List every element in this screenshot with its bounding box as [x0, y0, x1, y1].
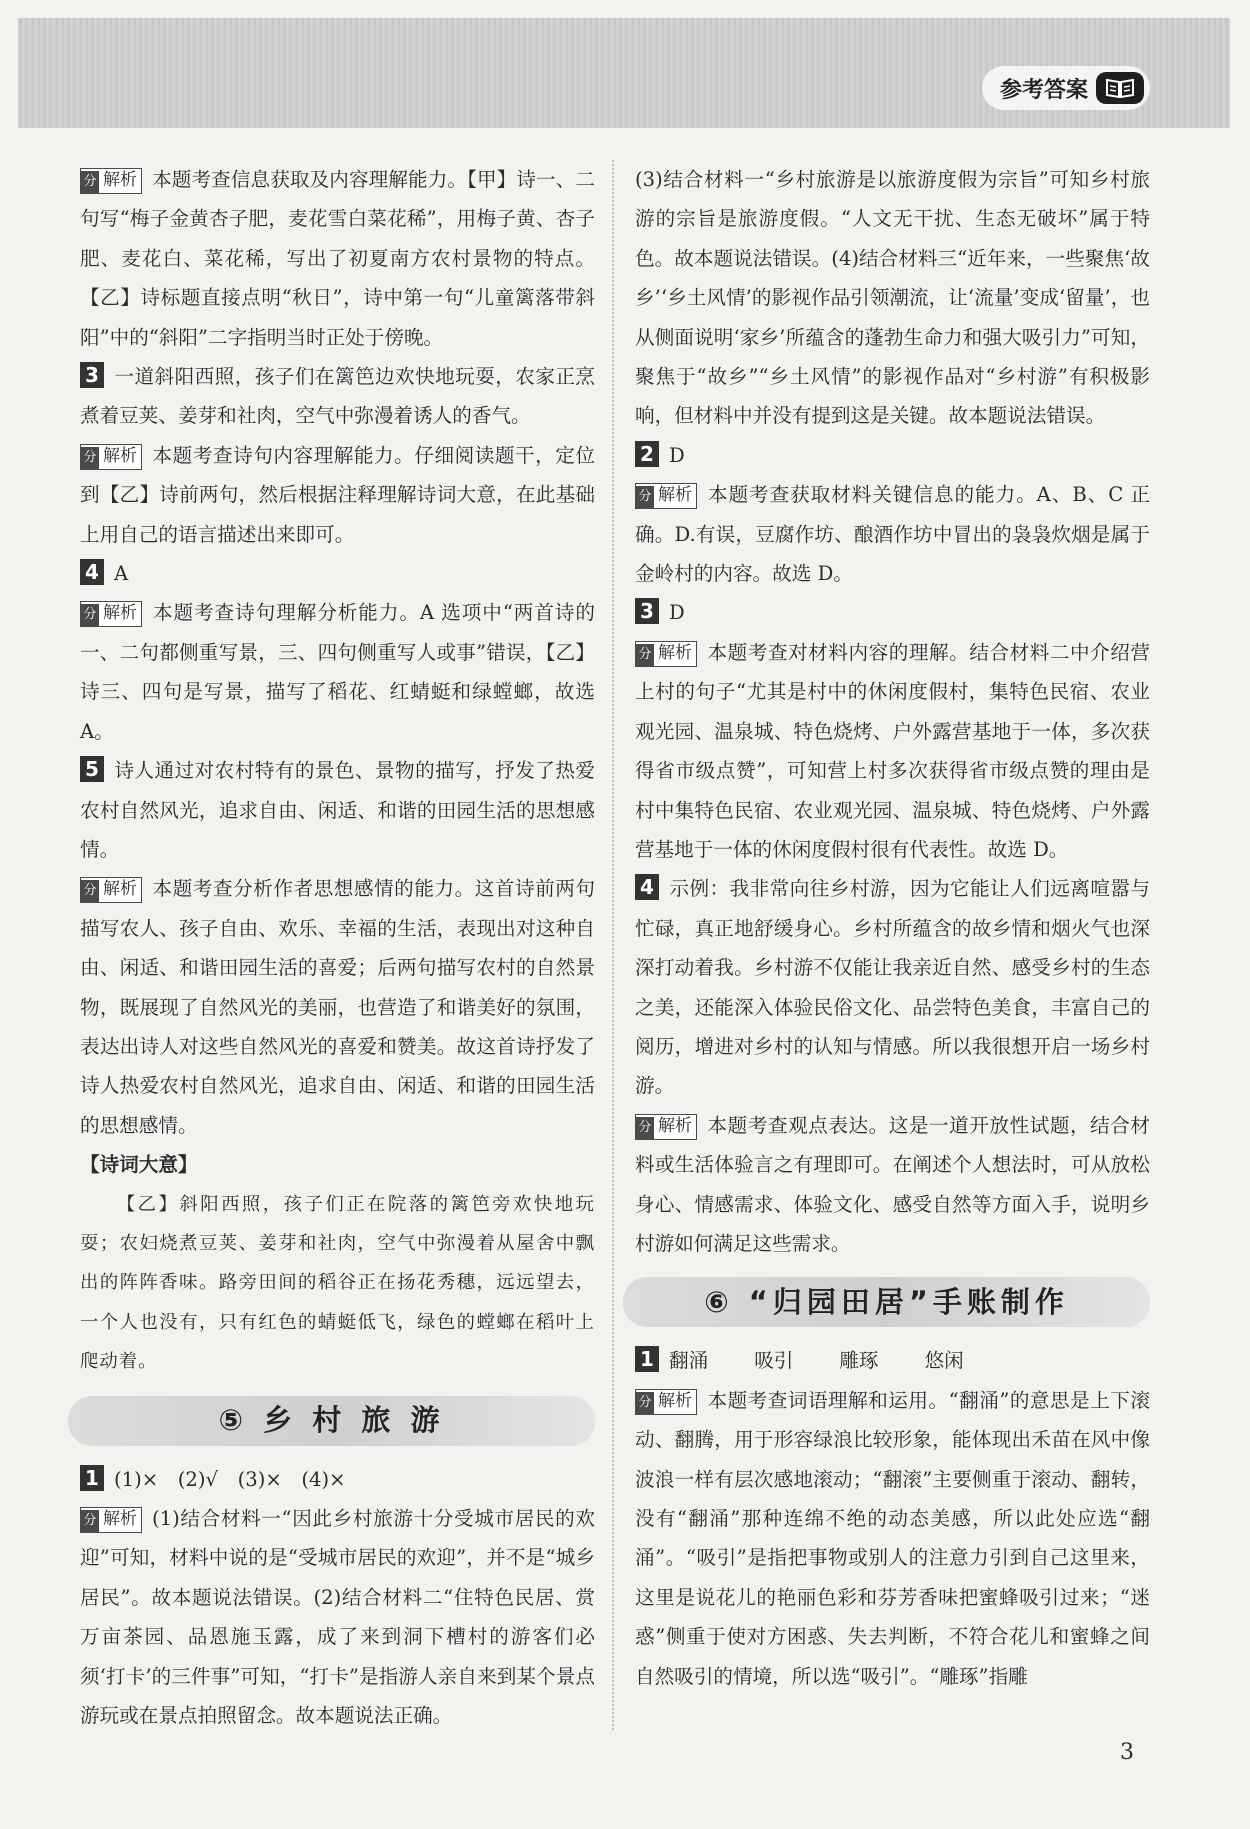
analysis-text: 本题考查获取材料关键信息的能力。A、B、C 正确。D.有误，豆腐作坊、酿酒作坊中冒出的袅袅炊烟是属于金岭村的内容。故选 D。: [635, 483, 1150, 586]
poem-meaning-heading: 【诗词大意】: [80, 1153, 198, 1177]
analysis-text: 本题考查信息获取及内容理解能力。【甲】诗一、二句写“梅子金黄杏子肥，麦花雪白菜花稀”，用梅子黄、杏子肥、麦花白、菜花稀，写出了初夏南方农村景物的特点。【乙】诗标题直接点明“秋日”，诗中第一句“儿童篱落带斜阳”中的“斜阳”二字指明当时正处于傍晚。: [80, 168, 595, 349]
analysis-tag: [635, 1114, 697, 1140]
left-column: [80, 160, 595, 1735]
analysis-label: 解析: [103, 879, 137, 900]
analysis-tag: [635, 641, 697, 667]
answer-word: 雕琢: [839, 1349, 879, 1373]
analysis-tag: [635, 483, 697, 509]
analysis-label: 解析: [658, 642, 692, 663]
analysis-text: 本题考查诗句内容理解能力。仔细阅读题干，定位到【乙】诗前两句，然后根据注释理解诗词大意，在此基础上用自己的语言描述出来即可。: [80, 443, 595, 546]
answer-key-text: 参考答案: [999, 77, 1088, 103]
answer-text: A: [114, 562, 129, 586]
paragraph: [80, 593, 595, 751]
paragraph: [80, 436, 595, 554]
question-number: 4: [80, 559, 104, 585]
analysis-label: 解析: [103, 445, 137, 466]
analysis-text: 本题考查对材料内容的理解。结合材料二中介绍营上村的句子“尤其是村中的休闲度假村，集特色民宿、农业观光园、温泉城、特色烧烤、户外露营基地于一体，多次获得省市级点赞”，可知营上村多次获得省市级点赞的理由是村中集特色民宿、农业观光园、温泉城、特色烧烤、户外露营基地于一体的休闲度假村很有代表性。故选 D。: [635, 640, 1150, 861]
answer-item: [635, 1341, 1150, 1380]
answer-item: [80, 554, 595, 593]
answer-item: [80, 751, 595, 869]
question-number: 1: [80, 1465, 104, 1491]
answer-item: [635, 593, 1150, 632]
analysis-text: 本题考查诗句理解分析能力。A 选项中“两首诗的一、二句都侧重写景，三、四句侧重写人或事”错误，【乙】诗三、四句是写景，描写了稻花、红蜻蜓和绿螳螂，故选 A。: [80, 601, 595, 743]
analysis-text: 本题考查词语理解和运用。“翻涌”的意思是上下滚动、翻腾，用于形容绿浪比较形象，能体现出禾苗在风中像波浪一样有层次感地滚动；“翻滚”主要侧重于滚动、翻转，没有“翻涌”那种连绵不绝的动态美感，所以此处应选“翻涌”。“吸引”是指把事物或别人的注意力引到自己这里来，这里是说花儿的艳丽色彩和芬芳香味把蜜蜂吸引过来；“迷惑”侧重于使对方困惑、失去判断，不符合花儿和蜜蜂之间自然吸引的情境，所以选“吸引”。“雕琢”指雕: [635, 1388, 1150, 1688]
analysis-tag: [635, 1389, 697, 1415]
question-number: 3: [635, 598, 659, 624]
answer-text: 示例：我非常向往乡村游，因为它能让人们远离喧嚣与忙碌，真正地舒缓身心。乡村所蕴含的故乡情和烟火气也深深打动着我。乡村游不仅能让我亲近自然、感受乡村的生态之美，还能深入体验民俗文化、品尝特色美食，丰富自己的阅历，增进对乡村的认知与情感。所以我很想开启一场乡村游。: [635, 877, 1150, 1098]
question-number: 1: [635, 1346, 659, 1372]
analysis-label: 解析: [658, 1390, 692, 1411]
analysis-tag: [80, 877, 142, 903]
answer-item: [635, 869, 1150, 1105]
question-number: 4: [635, 874, 659, 900]
section-banner-5: ⑤ 乡 村 旅 游: [68, 1396, 595, 1446]
column-divider: [612, 160, 614, 1730]
analysis-text: (3)结合材料一“乡村旅游是以旅游度假为宗旨”可知乡村旅游的宗旨是旅游度假。“人文无干扰、生态无破坏”属于特色。故本题说法错误。(4)结合材料三“近年来，一些聚焦‘故乡’‘乡土风情’的影视作品引领潮流，让‘流量’变成‘留量’，也从侧面说明‘家乡’所蕴含的蓬勃生命力和强大吸引力”可知，聚焦于“故乡”“乡土风情”的影视作品对“乡村游”有积极影响，但材料中并没有提到这是关键。故本题说法错误。: [635, 168, 1150, 428]
analysis-icon: 分: [636, 486, 654, 508]
answer-word: 翻涌: [669, 1349, 709, 1373]
answer-word: 吸引: [754, 1349, 794, 1373]
analysis-label: 解析: [103, 170, 137, 190]
analysis-icon: 分: [81, 171, 99, 193]
answer-key-label: [982, 66, 1150, 110]
answer-text: 诗人通过对农村特有的景色、景物的描写，抒发了热爱农村自然风光，追求自由、闲适、和谐的田园生活的思想感情。: [80, 759, 595, 861]
analysis-label: 解析: [103, 1509, 137, 1529]
poem-meaning-text: 【乙】斜阳西照，孩子们正在院落的篱笆旁欢快地玩耍；农妇烧煮豆荚、姜芽和社肉，空气中弥漫着从屋舍中飘出的阵阵香味。路旁田间的稻谷正在扬花秀穗，远远望去，一个人也没有，只有红色的蜻蜓低飞，绿色的螳螂在稻叶上爬动着。: [80, 1193, 595, 1373]
answer-item: [80, 357, 595, 436]
analysis-icon: 分: [81, 447, 99, 469]
analysis-tag: [80, 168, 142, 194]
analysis-text: 本题考查观点表达。这是一道开放性试题，结合材料或生活体验言之有理即可。在阐述个人想法时，可从放松身心、情感需求、体验文化、感受自然等方面入手，说明乡村游如何满足这些需求。: [635, 1113, 1150, 1255]
answer-text: D: [669, 443, 685, 467]
answer-word: 悠闲: [924, 1349, 964, 1373]
question-number: 3: [80, 362, 104, 388]
answer-text: 一道斜阳西照，孩子们在篱笆边欢快地玩耍，农家正烹煮着豆荚、姜芽和社肉，空气中弥漫着诱人的香气。: [80, 365, 595, 428]
answer-text: D: [669, 601, 685, 625]
right-column: [635, 160, 1150, 1696]
question-number: 2: [635, 441, 659, 467]
analysis-icon: 分: [81, 880, 99, 902]
analysis-icon: 分: [636, 644, 654, 666]
question-number: 5: [80, 756, 104, 782]
analysis-icon: 分: [81, 1510, 99, 1532]
analysis-tag: [80, 1507, 142, 1533]
analysis-icon: 分: [636, 1117, 654, 1139]
analysis-icon: 分: [81, 604, 99, 626]
section-banner-6: ⑥ “归园田居”手账制作: [623, 1277, 1150, 1327]
paragraph: [80, 869, 595, 1145]
answer-item: [80, 1460, 595, 1499]
paragraph: [635, 1106, 1150, 1264]
answer-item: [635, 436, 1150, 475]
analysis-tag: [80, 601, 142, 627]
analysis-text: 本题考查分析作者思想感情的能力。这首诗前两句描写农人、孩子自由、欢乐、幸福的生活，表现出对这种自由、闲适、和谐田园生活的喜爱；后两句描写农村的自然景物，既展现了自然风光的美丽，也营造了和谐美好的氛围，表达出诗人对这些自然风光的喜爱和赞美。故这首诗抒发了诗人热爱农村自然风光，追求自由、闲适、和谐的田园生活的思想感情。: [80, 877, 595, 1137]
book-icon: [1096, 72, 1144, 104]
analysis-label: 解析: [658, 485, 692, 506]
analysis-label: 解析: [103, 603, 137, 624]
paragraph: [80, 1499, 595, 1735]
paragraph: [80, 160, 595, 357]
answer-text: (1)× (2)√ (3)× (4)×: [114, 1467, 346, 1491]
analysis-icon: 分: [636, 1392, 654, 1414]
paragraph: [635, 1381, 1150, 1696]
analysis-tag: [80, 444, 142, 470]
paragraph: [635, 633, 1150, 869]
page-header: [18, 18, 1230, 128]
analysis-text: (1)结合材料一“因此乡村旅游十分受城市居民的欢迎”可知，材料中说的是“受城市居民的欢迎”，并不是“城乡居民”。故本题说法错误。(2)结合材料二“住特色民居、赏万亩茶园、品恩施玉露，成了来到洞下槽村的游客们必须‘打卡’的三件事”可知，“打卡”是指游人亲自来到某个景点游玩或在景点拍照留念。故本题说法正确。: [80, 1507, 595, 1728]
paragraph: [635, 475, 1150, 593]
analysis-label: 解析: [658, 1115, 692, 1136]
page-number: 3: [1120, 1740, 1134, 1765]
